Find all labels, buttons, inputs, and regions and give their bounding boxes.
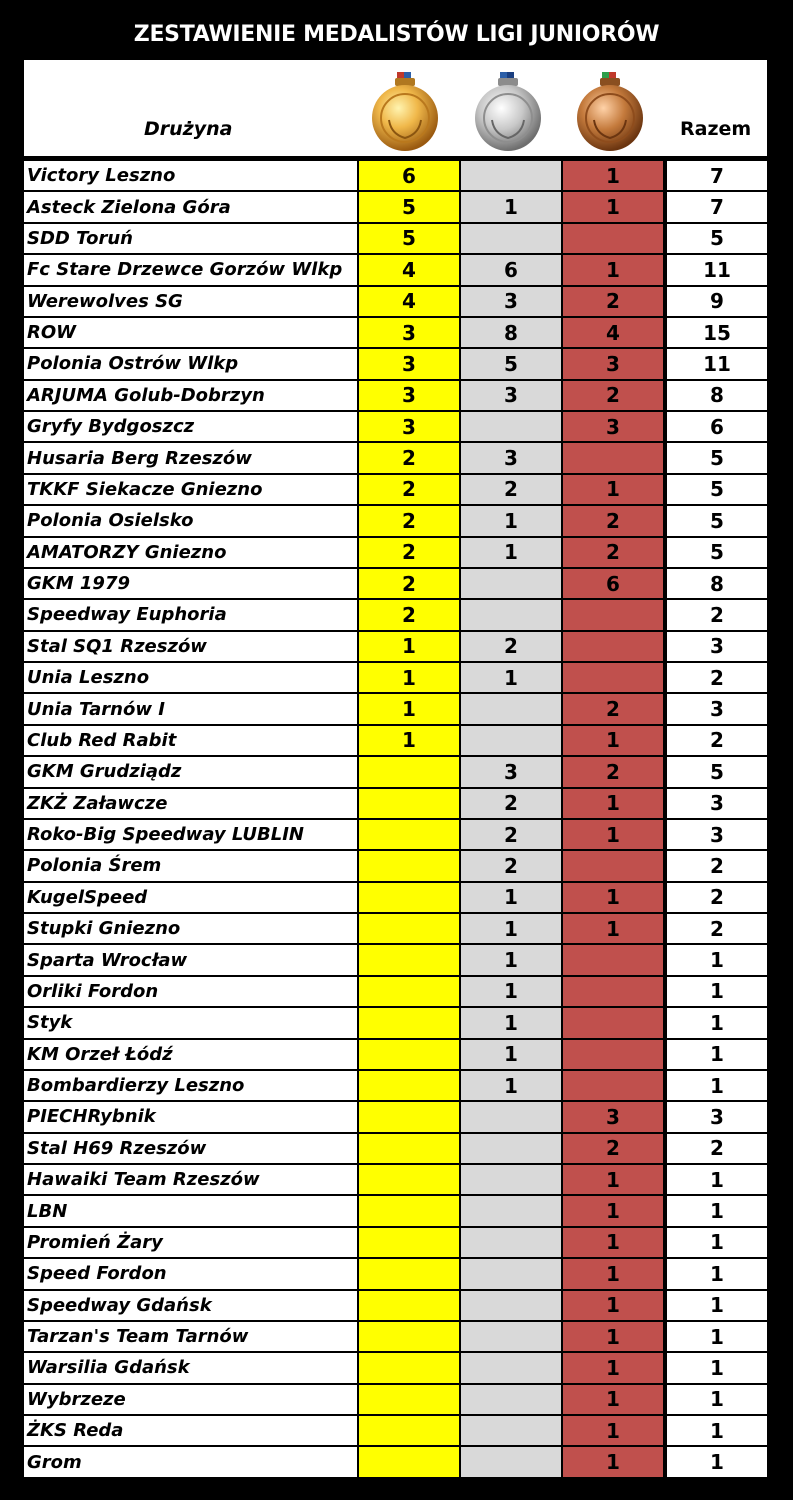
total-count-cell: 8 — [667, 381, 767, 410]
silver-count-cell: 6 — [461, 255, 561, 284]
team-name-cell: Unia Leszno — [24, 663, 357, 692]
bronze-count-cell: 4 — [563, 318, 663, 347]
bronze-count-cell: 1 — [563, 1416, 663, 1445]
team-name-cell: Fc Stare Drzewce Gorzów Wlkp — [24, 255, 357, 284]
bronze-count-cell — [563, 632, 663, 661]
medal-table-body — [24, 160, 767, 1478]
bronze-count-cell: 1 — [563, 1322, 663, 1351]
table-row — [24, 442, 767, 473]
bronze-count-cell: 1 — [563, 192, 663, 221]
silver-count-cell: 1 — [461, 883, 561, 912]
table-row — [24, 850, 767, 881]
silver-count-cell: 1 — [461, 945, 561, 974]
total-count-cell: 1 — [667, 1353, 767, 1382]
silver-count-cell: 2 — [461, 789, 561, 818]
silver-count-cell: 1 — [461, 977, 561, 1006]
team-name-cell: Warsilia Gdańsk — [24, 1353, 357, 1382]
page-title: ZESTAWIENIE MEDALISTÓW LIGI JUNIORÓW — [133, 22, 660, 47]
table-row — [24, 788, 767, 819]
gold-count-cell — [359, 757, 459, 786]
total-count-cell: 5 — [667, 506, 767, 535]
total-count-cell: 2 — [667, 726, 767, 755]
gold-medal-icon — [367, 72, 443, 152]
total-count-cell: 1 — [667, 1228, 767, 1257]
table-row — [24, 1321, 767, 1352]
team-name-cell: Victory Leszno — [24, 161, 357, 190]
gold-count-cell — [359, 1008, 459, 1037]
bronze-count-cell: 3 — [563, 412, 663, 441]
total-count-cell: 3 — [667, 820, 767, 849]
gold-count-cell: 3 — [359, 412, 459, 441]
team-name-cell: TKKF Siekacze Gniezno — [24, 475, 357, 504]
table-row — [24, 1227, 767, 1258]
bronze-count-cell — [563, 600, 663, 629]
gold-count-cell: 6 — [359, 161, 459, 190]
silver-count-cell: 2 — [461, 820, 561, 849]
silver-count-cell: 1 — [461, 1071, 561, 1100]
table-row — [24, 1039, 767, 1070]
bronze-count-cell: 1 — [563, 820, 663, 849]
table-header — [24, 60, 767, 156]
silver-count-cell — [461, 161, 561, 190]
table-row — [24, 348, 767, 379]
team-name-cell: ŻKS Reda — [24, 1416, 357, 1445]
total-count-cell: 1 — [667, 977, 767, 1006]
silver-count-cell — [461, 1353, 561, 1382]
table-row — [24, 537, 767, 568]
silver-count-cell — [461, 1291, 561, 1320]
total-count-cell: 1 — [667, 1165, 767, 1194]
silver-count-cell — [461, 1165, 561, 1194]
table-row — [24, 693, 767, 724]
team-name-cell: Hawaiki Team Rzeszów — [24, 1165, 357, 1194]
table-row — [24, 1070, 767, 1101]
total-count-cell: 3 — [667, 632, 767, 661]
silver-count-cell: 1 — [461, 914, 561, 943]
table-row — [24, 505, 767, 536]
silver-count-cell: 1 — [461, 663, 561, 692]
total-count-cell: 1 — [667, 945, 767, 974]
team-name-cell: Stupki Gniezno — [24, 914, 357, 943]
table-row — [24, 1446, 767, 1477]
bronze-count-cell: 2 — [563, 538, 663, 567]
team-name-cell: Tarzan's Team Tarnów — [24, 1322, 357, 1351]
bronze-count-cell: 1 — [563, 475, 663, 504]
team-name-cell: KM Orzeł Łódź — [24, 1040, 357, 1069]
silver-count-cell — [461, 1259, 561, 1288]
silver-count-cell: 1 — [461, 192, 561, 221]
silver-count-cell: 2 — [461, 475, 561, 504]
bronze-count-cell: 1 — [563, 161, 663, 190]
total-count-cell: 5 — [667, 757, 767, 786]
team-name-cell: Speedway Gdańsk — [24, 1291, 357, 1320]
silver-count-cell — [461, 1385, 561, 1414]
team-name-cell: PIECHRybnik — [24, 1102, 357, 1131]
total-count-cell: 2 — [667, 663, 767, 692]
total-count-cell: 3 — [667, 789, 767, 818]
table-row — [24, 725, 767, 756]
team-name-cell: Sparta Wrocław — [24, 945, 357, 974]
bronze-count-cell: 1 — [563, 883, 663, 912]
bronze-count-cell — [563, 851, 663, 880]
table-row — [24, 756, 767, 787]
bronze-count-cell: 1 — [563, 914, 663, 943]
gold-count-cell — [359, 1385, 459, 1414]
team-name-cell: GKM 1979 — [24, 569, 357, 598]
total-count-cell: 15 — [667, 318, 767, 347]
silver-count-cell — [461, 1196, 561, 1225]
gold-count-cell: 1 — [359, 694, 459, 723]
table-row — [24, 976, 767, 1007]
total-count-cell: 7 — [667, 161, 767, 190]
gold-count-cell — [359, 1322, 459, 1351]
bronze-medal-icon — [572, 72, 648, 152]
table-row — [24, 882, 767, 913]
team-name-cell: Roko-Big Speedway LUBLIN — [24, 820, 357, 849]
gold-count-cell — [359, 789, 459, 818]
table-row — [24, 1258, 767, 1289]
table-row — [24, 1101, 767, 1132]
bronze-count-cell: 1 — [563, 789, 663, 818]
gold-count-cell: 2 — [359, 569, 459, 598]
total-count-cell: 5 — [667, 475, 767, 504]
team-name-cell: SDD Toruń — [24, 224, 357, 253]
total-count-cell: 1 — [667, 1040, 767, 1069]
silver-count-cell — [461, 1447, 561, 1476]
gold-count-cell — [359, 1416, 459, 1445]
team-name-cell: Bombardierzy Leszno — [24, 1071, 357, 1100]
gold-count-cell: 2 — [359, 443, 459, 472]
team-name-cell: Grom — [24, 1447, 357, 1476]
total-count-cell: 2 — [667, 1134, 767, 1163]
silver-count-cell — [461, 1416, 561, 1445]
gold-count-cell: 2 — [359, 538, 459, 567]
total-count-cell: 9 — [667, 287, 767, 316]
bronze-count-cell: 2 — [563, 757, 663, 786]
bronze-count-cell: 1 — [563, 1291, 663, 1320]
team-name-cell: Speedway Euphoria — [24, 600, 357, 629]
total-count-cell: 3 — [667, 1102, 767, 1131]
table-row — [24, 474, 767, 505]
gold-count-cell: 2 — [359, 506, 459, 535]
gold-count-cell: 5 — [359, 192, 459, 221]
bronze-count-cell: 2 — [563, 506, 663, 535]
total-count-cell: 7 — [667, 192, 767, 221]
gold-count-cell: 2 — [359, 475, 459, 504]
bronze-count-cell: 2 — [563, 287, 663, 316]
total-count-cell: 1 — [667, 1447, 767, 1476]
gold-count-cell — [359, 914, 459, 943]
team-name-cell: LBN — [24, 1196, 357, 1225]
bronze-count-cell: 1 — [563, 1447, 663, 1476]
team-name-cell: GKM Grudziądz — [24, 757, 357, 786]
team-name-cell: Asteck Zielona Góra — [24, 192, 357, 221]
silver-count-cell: 1 — [461, 1040, 561, 1069]
silver-count-cell: 2 — [461, 851, 561, 880]
silver-count-cell — [461, 1134, 561, 1163]
table-row — [24, 662, 767, 693]
total-count-cell: 1 — [667, 1416, 767, 1445]
silver-count-cell: 1 — [461, 538, 561, 567]
team-name-cell: Wybrzeze — [24, 1385, 357, 1414]
gold-count-cell: 1 — [359, 632, 459, 661]
total-column-header: Razem — [680, 118, 752, 140]
total-count-cell: 1 — [667, 1322, 767, 1351]
bronze-count-cell: 1 — [563, 726, 663, 755]
table-row — [24, 223, 767, 254]
table-row — [24, 913, 767, 944]
team-name-cell: Styk — [24, 1008, 357, 1037]
table-row — [24, 1415, 767, 1446]
silver-count-cell: 1 — [461, 506, 561, 535]
total-count-cell: 5 — [667, 224, 767, 253]
table-row — [24, 160, 767, 191]
total-count-cell: 1 — [667, 1196, 767, 1225]
total-count-cell: 3 — [667, 694, 767, 723]
team-name-cell: Stal H69 Rzeszów — [24, 1134, 357, 1163]
gold-count-cell: 3 — [359, 318, 459, 347]
silver-count-cell — [461, 600, 561, 629]
total-count-cell: 1 — [667, 1071, 767, 1100]
gold-count-cell: 2 — [359, 600, 459, 629]
gold-count-cell: 5 — [359, 224, 459, 253]
bronze-count-cell: 1 — [563, 1196, 663, 1225]
silver-count-cell: 3 — [461, 287, 561, 316]
team-name-cell: ZKŻ Załawcze — [24, 789, 357, 818]
bronze-count-cell — [563, 443, 663, 472]
bronze-count-cell: 3 — [563, 1102, 663, 1131]
bronze-count-cell: 1 — [563, 1165, 663, 1194]
gold-count-cell: 4 — [359, 255, 459, 284]
silver-count-cell: 2 — [461, 632, 561, 661]
table-row — [24, 944, 767, 975]
table-row — [24, 1384, 767, 1415]
bronze-count-cell: 1 — [563, 1385, 663, 1414]
table-row — [24, 1007, 767, 1038]
team-name-cell: ARJUMA Golub-Dobrzyn — [24, 381, 357, 410]
gold-count-cell: 1 — [359, 663, 459, 692]
table-row — [24, 631, 767, 662]
team-name-cell: Husaria Berg Rzeszów — [24, 443, 357, 472]
silver-medal-icon — [470, 72, 546, 152]
silver-count-cell: 3 — [461, 757, 561, 786]
gold-count-cell — [359, 1259, 459, 1288]
gold-count-cell — [359, 1447, 459, 1476]
silver-count-cell — [461, 224, 561, 253]
team-column-header: Drużyna — [144, 118, 233, 140]
table-row — [24, 317, 767, 348]
silver-count-cell — [461, 569, 561, 598]
team-name-cell: Promień Żary — [24, 1228, 357, 1257]
silver-count-cell — [461, 1228, 561, 1257]
team-name-cell: Speed Fordon — [24, 1259, 357, 1288]
table-row — [24, 286, 767, 317]
table-row — [24, 1290, 767, 1321]
gold-count-cell — [359, 945, 459, 974]
bronze-count-cell: 6 — [563, 569, 663, 598]
bronze-count-cell: 2 — [563, 694, 663, 723]
table-row — [24, 254, 767, 285]
total-count-cell: 1 — [667, 1259, 767, 1288]
team-name-cell: ROW — [24, 318, 357, 347]
gold-count-cell — [359, 820, 459, 849]
bronze-count-cell: 1 — [563, 1228, 663, 1257]
team-name-cell: Polonia Osielsko — [24, 506, 357, 535]
bronze-count-cell — [563, 663, 663, 692]
bronze-count-cell — [563, 945, 663, 974]
bronze-count-cell: 2 — [563, 1134, 663, 1163]
team-name-cell: Polonia Śrem — [24, 851, 357, 880]
silver-count-cell: 8 — [461, 318, 561, 347]
team-name-cell: Werewolves SG — [24, 287, 357, 316]
bronze-count-cell — [563, 1008, 663, 1037]
gold-count-cell: 3 — [359, 349, 459, 378]
gold-count-cell: 1 — [359, 726, 459, 755]
silver-count-cell — [461, 1102, 561, 1131]
total-count-cell: 2 — [667, 883, 767, 912]
total-count-cell: 5 — [667, 538, 767, 567]
total-count-cell: 11 — [667, 255, 767, 284]
gold-count-cell — [359, 1196, 459, 1225]
team-name-cell: Unia Tarnów I — [24, 694, 357, 723]
gold-count-cell — [359, 1102, 459, 1131]
team-name-cell: Orliki Fordon — [24, 977, 357, 1006]
silver-count-cell — [461, 1322, 561, 1351]
silver-count-cell: 3 — [461, 381, 561, 410]
table-row — [24, 599, 767, 630]
gold-count-cell — [359, 1040, 459, 1069]
gold-count-cell — [359, 1071, 459, 1100]
gold-count-cell — [359, 1353, 459, 1382]
gold-count-cell — [359, 851, 459, 880]
table-row — [24, 191, 767, 222]
silver-count-cell — [461, 694, 561, 723]
table-row — [24, 1195, 767, 1226]
gold-count-cell — [359, 977, 459, 1006]
silver-count-cell — [461, 412, 561, 441]
total-count-cell: 1 — [667, 1385, 767, 1414]
gold-count-cell — [359, 883, 459, 912]
table-row — [24, 819, 767, 850]
team-name-cell: KugelSpeed — [24, 883, 357, 912]
total-count-cell: 8 — [667, 569, 767, 598]
total-count-cell: 11 — [667, 349, 767, 378]
silver-count-cell: 5 — [461, 349, 561, 378]
bronze-count-cell: 1 — [563, 255, 663, 284]
gold-count-cell — [359, 1291, 459, 1320]
total-count-cell: 5 — [667, 443, 767, 472]
gold-count-cell — [359, 1165, 459, 1194]
bronze-count-cell — [563, 1040, 663, 1069]
bronze-count-cell — [563, 1071, 663, 1100]
table-row — [24, 1133, 767, 1164]
bronze-count-cell: 1 — [563, 1259, 663, 1288]
table-row — [24, 1164, 767, 1195]
team-name-cell: Gryfy Bydgoszcz — [24, 412, 357, 441]
bronze-count-cell: 2 — [563, 381, 663, 410]
team-name-cell: AMATORZY Gniezno — [24, 538, 357, 567]
silver-count-cell: 1 — [461, 1008, 561, 1037]
total-count-cell: 6 — [667, 412, 767, 441]
gold-count-cell: 3 — [359, 381, 459, 410]
bronze-count-cell — [563, 977, 663, 1006]
gold-count-cell — [359, 1228, 459, 1257]
total-count-cell: 1 — [667, 1008, 767, 1037]
silver-count-cell — [461, 726, 561, 755]
bronze-count-cell: 3 — [563, 349, 663, 378]
table-row — [24, 380, 767, 411]
team-name-cell: Polonia Ostrów Wlkp — [24, 349, 357, 378]
total-count-cell: 2 — [667, 600, 767, 629]
total-count-cell: 1 — [667, 1291, 767, 1320]
gold-count-cell: 4 — [359, 287, 459, 316]
bronze-count-cell: 1 — [563, 1353, 663, 1382]
table-row — [24, 411, 767, 442]
table-row — [24, 1352, 767, 1383]
bronze-count-cell — [563, 224, 663, 253]
team-name-cell: Stal SQ1 Rzeszów — [24, 632, 357, 661]
table-row — [24, 568, 767, 599]
total-count-cell: 2 — [667, 851, 767, 880]
total-count-cell: 2 — [667, 914, 767, 943]
silver-count-cell: 3 — [461, 443, 561, 472]
gold-count-cell — [359, 1134, 459, 1163]
team-name-cell: Club Red Rabit — [24, 726, 357, 755]
